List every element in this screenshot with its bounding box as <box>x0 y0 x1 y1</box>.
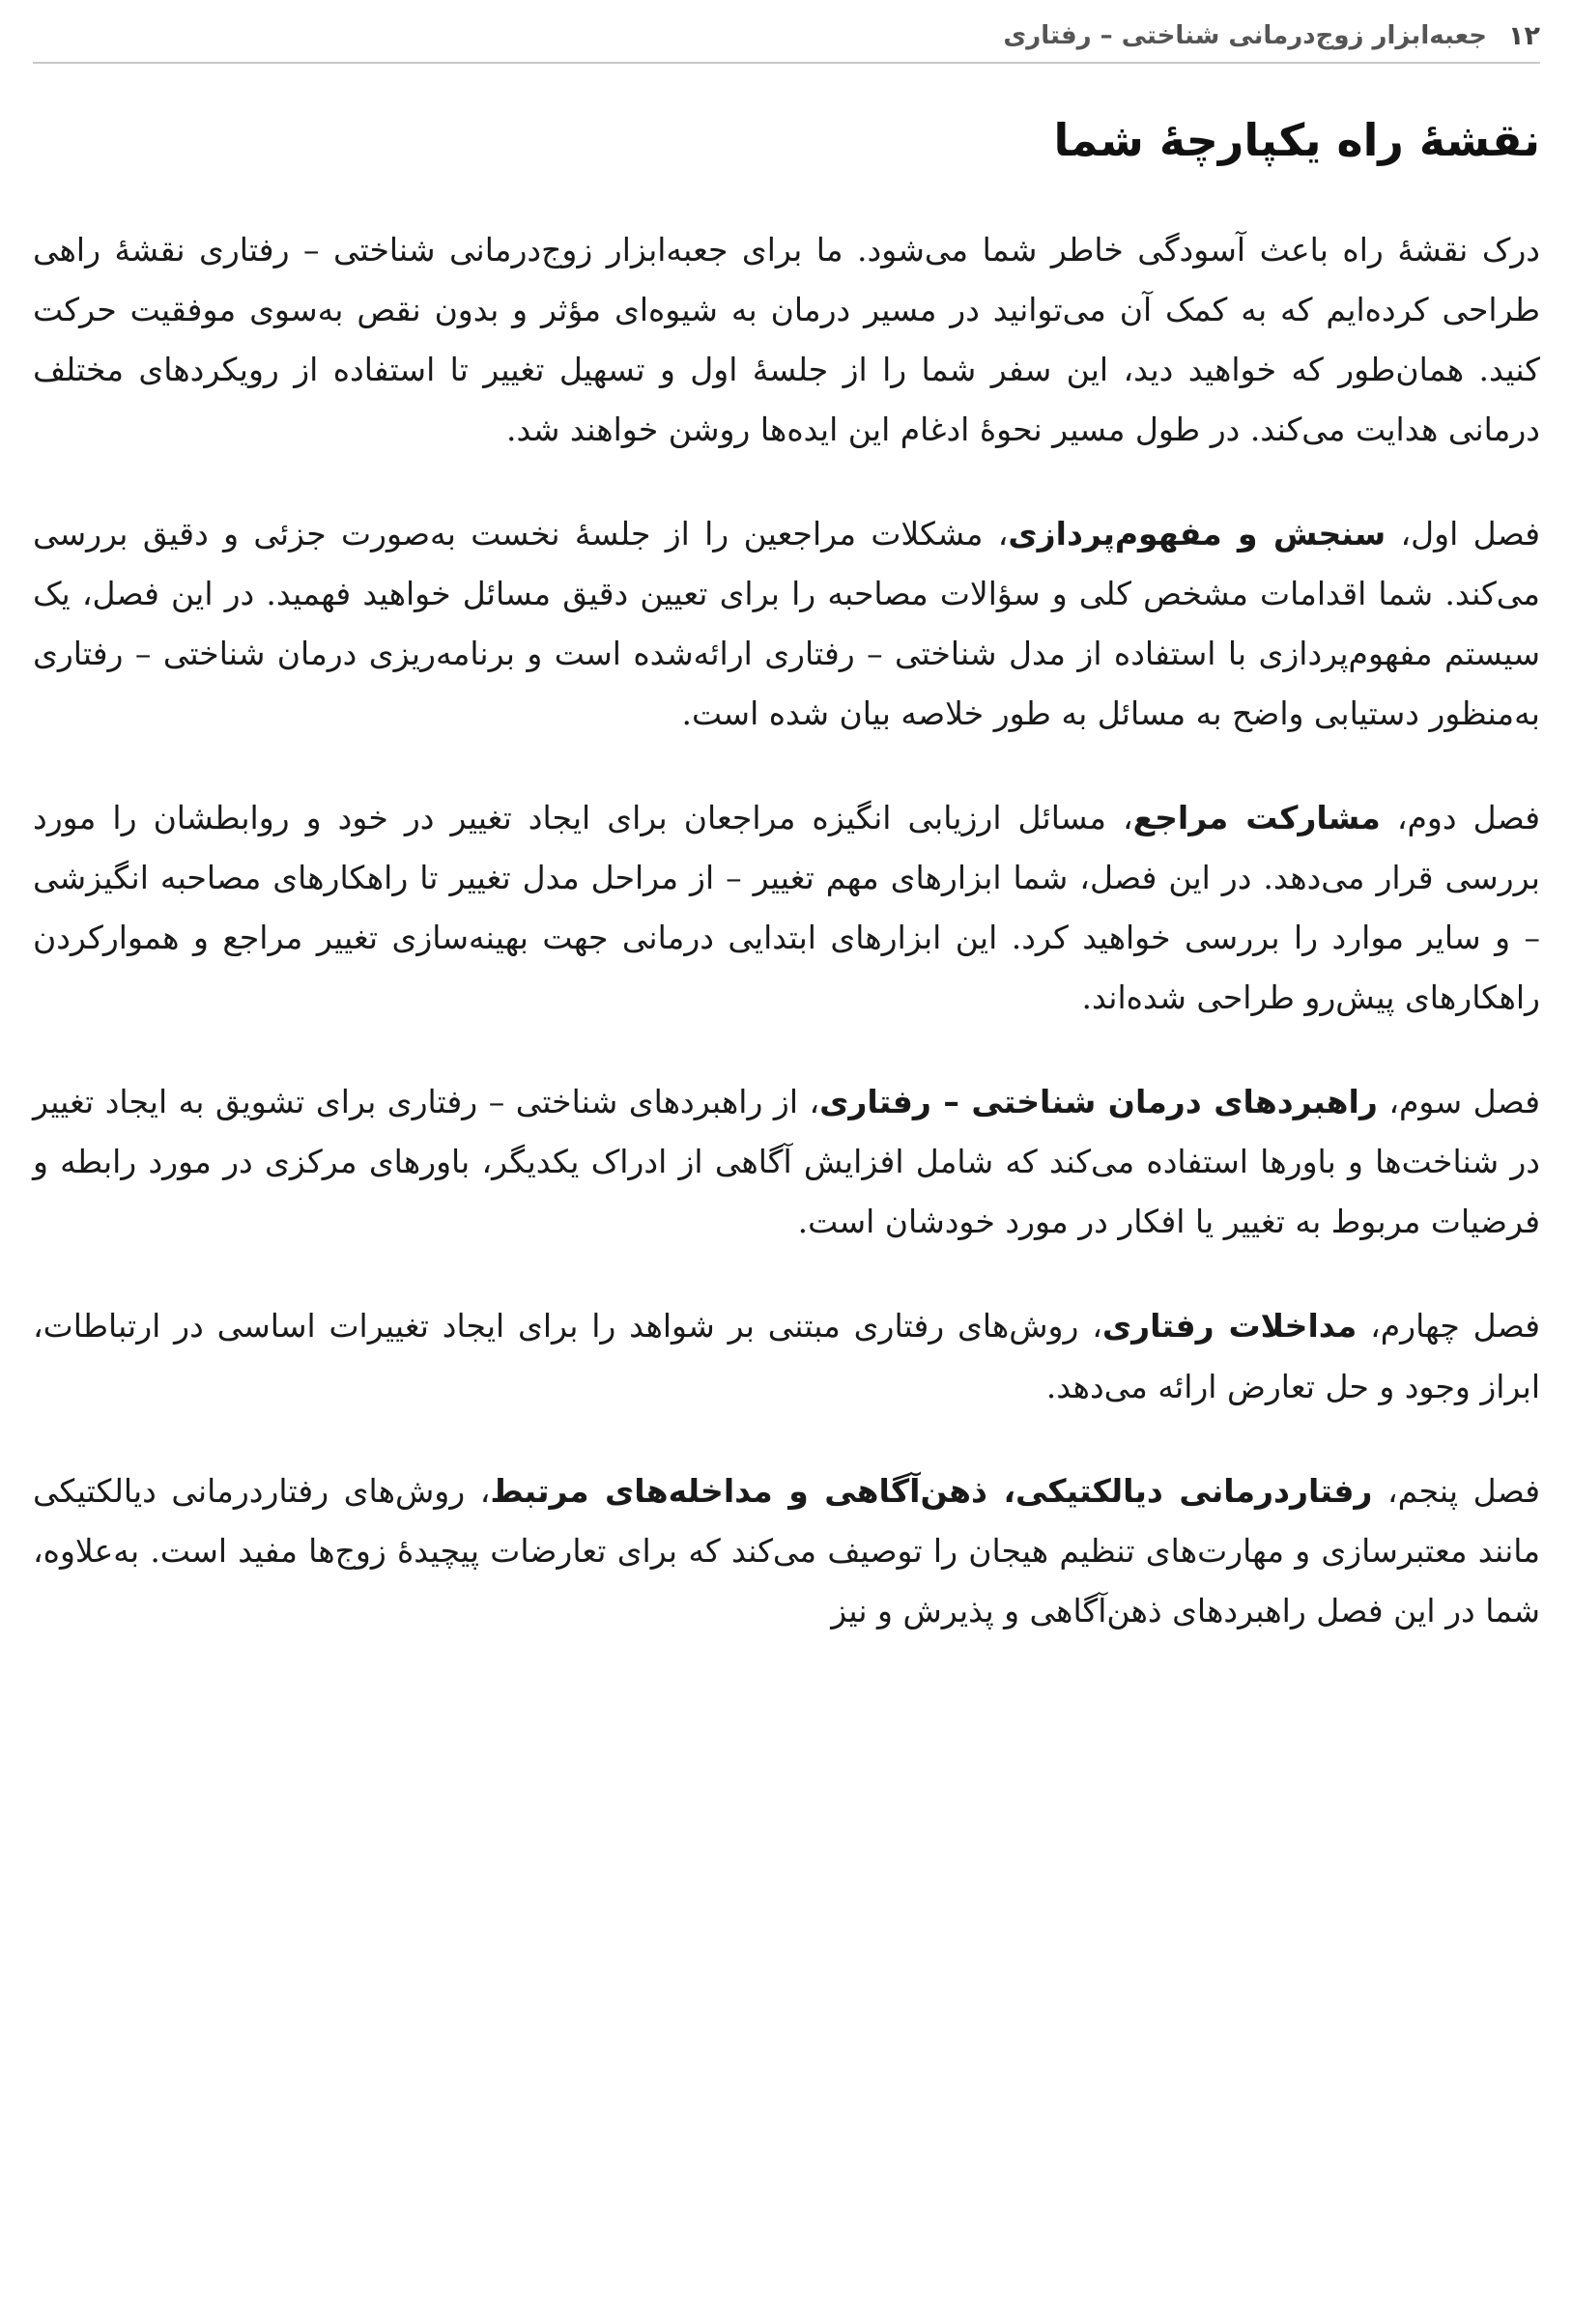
body-text <box>33 220 1540 1641</box>
paragraph-intro: درک نقشهٔ راه باعث آسودگی خاطر شما می‌شود. ما برای جعبه‌ابزار زوج‌درمانی شناختی – رفتاری نقشهٔ راهی طراحی کرده‌ایم که به کمک آن می‌توانید در مسیر درمان به شیوه‌ای مؤثر و بدون نقص به‌سوی موفقیت حرکت کنید. همان‌طور که خواهید دید، این سفر شما را از جلسهٔ اول و تسهیل تغییر تا استفاده از رویکردهای مختلف درمانی هدایت می‌کند. در طول مسیر نحوهٔ ادغام این ایده‌ها روشن خواهند شد. <box>33 231 1540 449</box>
chapter-1-lead: فصل اول، <box>1386 515 1540 553</box>
chapter-4-text: ، روش‌های رفتاری مبتنی بر شواهد را برای ایجاد تغییرات اساسی در ارتباطات، ابراز وجود و حل تعارض ارائه می‌دهد. <box>33 1307 1540 1405</box>
chapter-3-lead: فصل سوم، <box>1377 1083 1540 1121</box>
header-divider <box>33 62 1540 64</box>
paragraph-chapter-1 <box>33 504 1540 744</box>
chapter-3-text: ، از راهبردهای شناختی – رفتاری برای تشویق به ایجاد تغییر در شناخت‌ها و باورها استفاده می‌کند که شامل افزایش آگاهی از ادراک یکدیگر، باورهای مرکزی در مورد رابطه و فرضیات مربوط به تغییر یا افکار در مورد خودشان است. <box>33 1083 1540 1241</box>
chapter-3-title: راهبردهای درمان شناختی – رفتاری <box>819 1083 1378 1121</box>
paragraph-chapter-3 <box>33 1072 1540 1252</box>
chapter-4-title: مداخلات رفتاری <box>1101 1307 1358 1346</box>
chapter-1-text: ، مشکلات مراجعین را از جلسهٔ نخست به‌صورت جزئی و دقیق بررسی می‌کند. شما اقدامات مشخص کلی و سؤالات مصاحبه را برای تعیین دقیق مسائل خواهید فهمید. در این فصل، یک سیستم مفهوم‌پردازی با استفاده از مدل شناختی – رفتاری ارائه‌شده است و برنامه‌ریزی درمان شناختی – رفتاری به‌منظور دستیابی واضح به مسائل به طور خلاصه بیان شده است. <box>33 515 1540 733</box>
chapter-2-lead: فصل دوم، <box>1380 799 1541 837</box>
chapter-2-text: ، مسائل ارزیابی انگیزه مراجعان برای ایجاد تغییر در خود و روابطشان را مورد بررسی قرار می‌دهد. در این فصل، شما ابزارهای مهم تغییر – از مراحل مدل تغییر تا راهکارهای مصاحبه انگیزشی – و سایر موارد را بررسی خواهید کرد. این ابزارهای ابتدایی درمانی جهت بهینه‌سازی تغییر مراجع و هموارکردن راهکارهای پیش‌رو طراحی شده‌اند. <box>33 799 1540 1017</box>
chapter-5-title: رفتاردرمانی دیالکتیکی، ذهن‌آگاهی و مداخله‌های مرتبط <box>490 1471 1373 1510</box>
chapter-5-lead: فصل پنجم، <box>1372 1471 1540 1510</box>
page-number: ۱۲ <box>1508 20 1540 51</box>
chapter-4-lead: فصل چهارم، <box>1357 1307 1540 1346</box>
paragraph-chapter-5 <box>33 1461 1540 1641</box>
paragraph-chapter-4 <box>33 1296 1540 1416</box>
paragraph-chapter-2 <box>33 788 1540 1028</box>
running-title: جعبه‌ابزار زوج‌درمانی شناختی – رفتاری <box>1003 21 1488 50</box>
section-title: نقشهٔ راه یکپارچهٔ شما <box>1053 114 1540 166</box>
book-page <box>33 0 1540 2324</box>
chapter-1-title: سنجش و مفهوم‌پردازی <box>1008 515 1386 553</box>
chapter-2-title: مشارکت مراجع <box>1132 799 1381 837</box>
chapter-5-text: ، روش‌های رفتاردرمانی دیالکتیکی مانند معتبرسازی و مهارت‌های تنظیم هیجان را توصیف می‌کند که برای تعارضات پیچیدهٔ زوج‌ها مفید است. به‌علاوه، شما در این فصل راهبردهای ذهن‌آگاهی و پذیرش و نیز <box>33 1471 1540 1630</box>
running-head <box>33 12 1540 60</box>
